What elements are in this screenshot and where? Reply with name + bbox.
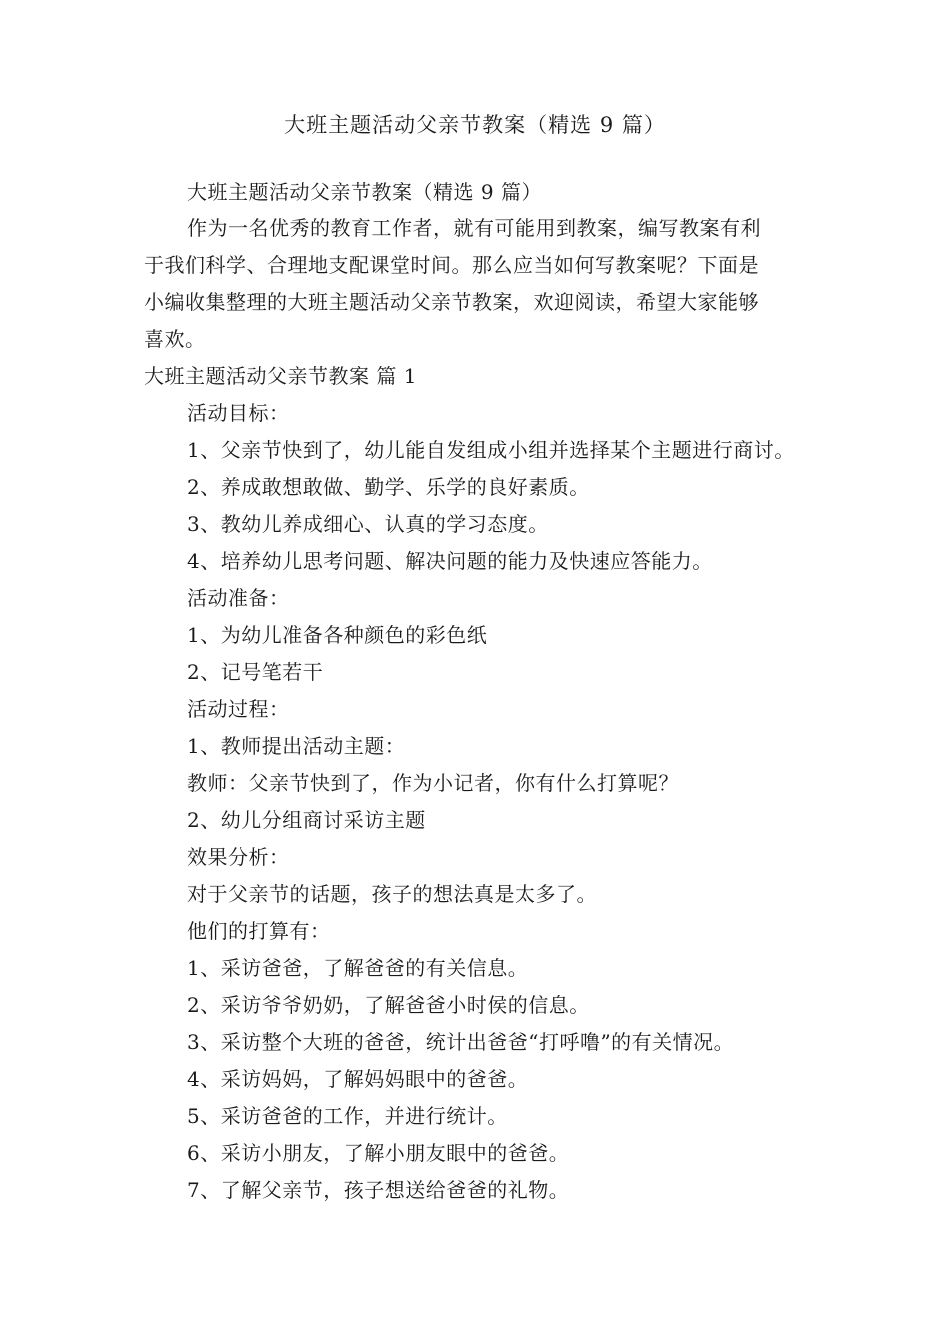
text-line-subtitle: 大班主题活动父亲节教案（精选 9 篇） (187, 180, 542, 204)
text-line-goal-1: 1、父亲节快到了，幼儿能自发组成小组并选择某个主题进行商讨。 (187, 438, 795, 462)
text-line-process-2: 2、幼儿分组商讨采访主题 (187, 808, 426, 832)
text-line-intro-3: 小编收集整理的大班主题活动父亲节教案，欢迎阅读，希望大家能够 (144, 290, 759, 314)
text-line-goal-3: 3、教幼儿养成细心、认真的学习态度。 (187, 512, 549, 536)
section-heading-1: 大班主题活动父亲节教案 篇 1 (144, 364, 417, 388)
text-line-plan-4: 4、采访妈妈，了解妈妈眼中的爸爸。 (187, 1067, 529, 1091)
text-line-process-heading: 活动过程： (187, 697, 290, 721)
text-line-prep-1: 1、为幼儿准备各种颜色的彩色纸 (187, 623, 488, 647)
text-line-prep-heading: 活动准备： (187, 586, 290, 610)
text-line-teacher: 教师：父亲节快到了，作为小记者，你有什么打算呢？ (187, 771, 679, 795)
text-line-goal-2: 2、养成敢想敢做、勤学、乐学的良好素质。 (187, 475, 590, 499)
text-line-goals-heading: 活动目标： (187, 401, 290, 425)
text-line-process-1: 1、教师提出活动主题： (187, 734, 406, 758)
text-line-goal-4: 4、培养幼儿思考问题、解决问题的能力及快速应答能力。 (187, 549, 713, 573)
text-line-plan-2: 2、采访爷爷奶奶，了解爸爸小时侯的信息。 (187, 993, 590, 1017)
text-line-plan-5: 5、采访爸爸的工作，并进行统计。 (187, 1104, 508, 1128)
text-line-analysis-1: 对于父亲节的话题，孩子的想法真是太多了。 (187, 882, 597, 906)
text-line-plans-heading: 他们的打算有： (187, 919, 331, 943)
text-line-prep-2: 2、记号笔若干 (187, 660, 324, 684)
text-line-analysis-heading: 效果分析： (187, 845, 290, 869)
text-line-plan-6: 6、采访小朋友，了解小朋友眼中的爸爸。 (187, 1141, 570, 1165)
text-line-plan-3: 3、采访整个大班的爸爸，统计出爸爸“打呼噜”的有关情况。 (187, 1030, 735, 1054)
text-line-intro-2: 于我们科学、合理地支配课堂时间。那么应当如何写教案呢？下面是 (144, 253, 759, 277)
text-line-plan-1: 1、采访爸爸，了解爸爸的有关信息。 (187, 956, 529, 980)
text-line-intro-1: 作为一名优秀的教育工作者，就有可能用到教案，编写教案有利 (187, 216, 761, 240)
document-title: 大班主题活动父亲节教案（精选 9 篇） (284, 113, 666, 137)
text-line-intro-4: 喜欢。 (144, 327, 206, 351)
text-line-plan-7: 7、了解父亲节，孩子想送给爸爸的礼物。 (187, 1178, 570, 1202)
